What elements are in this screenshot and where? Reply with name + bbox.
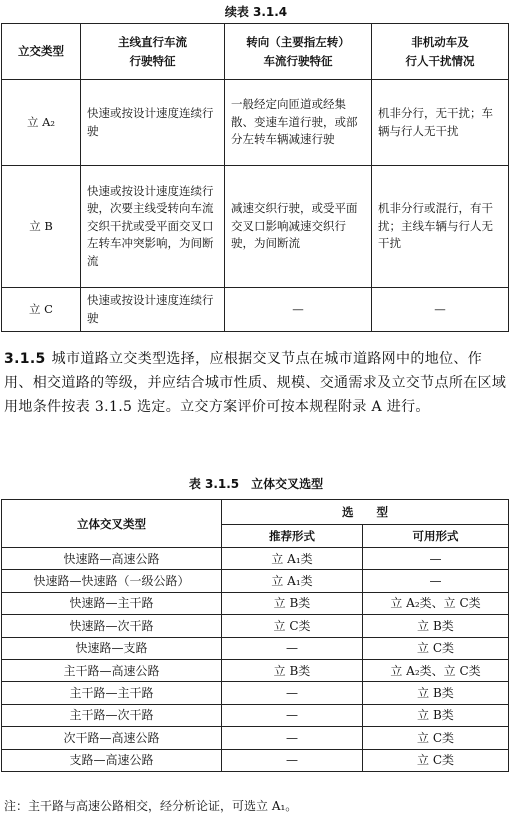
table-row	[2, 548, 509, 570]
table-cell: 立 A₂类、立 C类	[363, 592, 509, 614]
table-cell: —	[225, 288, 372, 332]
table-cell: 快速路—快速路（一级公路）	[2, 570, 222, 592]
table-cell: 快速路—次干路	[2, 615, 222, 637]
table-cell: —	[363, 548, 509, 570]
table-row	[2, 80, 509, 166]
table-cell: 快速或按设计速度连续行驶	[81, 288, 225, 332]
table-cell: —	[222, 727, 363, 749]
table-row	[2, 592, 509, 614]
table-cell: —	[222, 749, 363, 771]
table-cell: 机非分行，无干扰；车辆与行人无干扰	[372, 80, 509, 166]
table-cell: —	[222, 682, 363, 704]
table-header-row	[2, 24, 509, 80]
table-row	[2, 682, 509, 704]
header-mainline-traffic: 主线直行车流 行驶特征	[81, 24, 225, 80]
table-cell: —	[363, 570, 509, 592]
table-cell: 次干路—高速公路	[2, 727, 222, 749]
table-cell: 立 A₂类、立 C类	[363, 659, 509, 681]
table-cell: 一般经定向匝道或经集散、变速车道行驶，或部分左转车辆减速行驶	[225, 80, 372, 166]
table-cell: 立 A₁类	[222, 570, 363, 592]
table-cell: 立 C	[2, 288, 81, 332]
clause-number: 3.1.5	[4, 351, 46, 367]
table-number: 表 3.1.5	[188, 477, 240, 491]
table-cell: 快速路—支路	[2, 637, 222, 659]
header-selection: 选 型	[222, 500, 509, 525]
interchange-characteristics-table	[1, 23, 509, 332]
table-cell: 立 B类	[363, 704, 509, 726]
table-cell: 立 A₁类	[222, 548, 363, 570]
table-cell: 快速或按设计速度连续行驶，次要主线受转向车流交织干扰或受平面交叉口左转车冲突影响，为间断流	[81, 166, 225, 288]
table-row	[2, 288, 509, 332]
table-caption	[0, 475, 512, 492]
table-cell: 快速路—高速公路	[2, 548, 222, 570]
header-nonmotor-interference: 非机动车及 行人干扰情况	[372, 24, 509, 80]
table-cell: —	[222, 704, 363, 726]
table-cell: 主干路—主干路	[2, 682, 222, 704]
table-row	[2, 659, 509, 681]
table-cell: 立 B类	[363, 682, 509, 704]
header-interchange-type: 立交类型	[2, 24, 81, 80]
table-cell: 立 B	[2, 166, 81, 288]
table-cell: 主干路—次干路	[2, 704, 222, 726]
clause-text: 城市道路立交类型选择，应根据交叉节点在城市道路网中的地位、作用、相交道路的等级，并应结合城市性质、规模、交通需求及立交节点所在区域用地条件按表 3.1.5 选定。立交方案评价可按本规程附录 A 进行。	[4, 351, 507, 415]
table-cell: 立 B类	[363, 615, 509, 637]
table-row	[2, 749, 509, 771]
table-cell: 机非分行或混行，有干扰；主线车辆与行人无干扰	[372, 166, 509, 288]
clause-paragraph	[4, 347, 508, 419]
table-row	[2, 704, 509, 726]
table-row	[2, 166, 509, 288]
table-cell: 立 C类	[363, 727, 509, 749]
table-cell: 快速或按设计速度连续行驶	[81, 80, 225, 166]
interchange-selection-table	[1, 499, 509, 772]
header-usable: 可用形式	[363, 525, 509, 548]
header-interchange-category: 立体交叉类型	[2, 500, 222, 548]
table-cell: 主干路—高速公路	[2, 659, 222, 681]
table-cell: 立 C类	[222, 615, 363, 637]
table-row	[2, 727, 509, 749]
table-cell: 支路—高速公路	[2, 749, 222, 771]
table-cell: —	[222, 637, 363, 659]
table-caption: 续表 3.1.4	[224, 5, 288, 19]
table-cell: 立 B类	[222, 592, 363, 614]
table-cell: 立 C类	[363, 749, 509, 771]
table-note: 注：主干路与高速公路相交，经分析论证，可选立 A₁。	[4, 799, 298, 813]
table-title: 立体交叉选型	[251, 477, 324, 491]
table-cell: 立 A₂	[2, 80, 81, 166]
header-turning-traffic: 转向（主要指左转） 车流行驶特征	[225, 24, 372, 80]
table-header-row	[2, 500, 509, 525]
header-recommended: 推荐形式	[222, 525, 363, 548]
table-row	[2, 570, 509, 592]
table-cell: 减速交织行驶，或受平面交叉口影响减速交织行驶，为间断流	[225, 166, 372, 288]
table-cell: —	[372, 288, 509, 332]
table-row	[2, 615, 509, 637]
table-cell: 快速路—主干路	[2, 592, 222, 614]
table-cell: 立 B类	[222, 659, 363, 681]
table-row	[2, 637, 509, 659]
table-cell: 立 C类	[363, 637, 509, 659]
